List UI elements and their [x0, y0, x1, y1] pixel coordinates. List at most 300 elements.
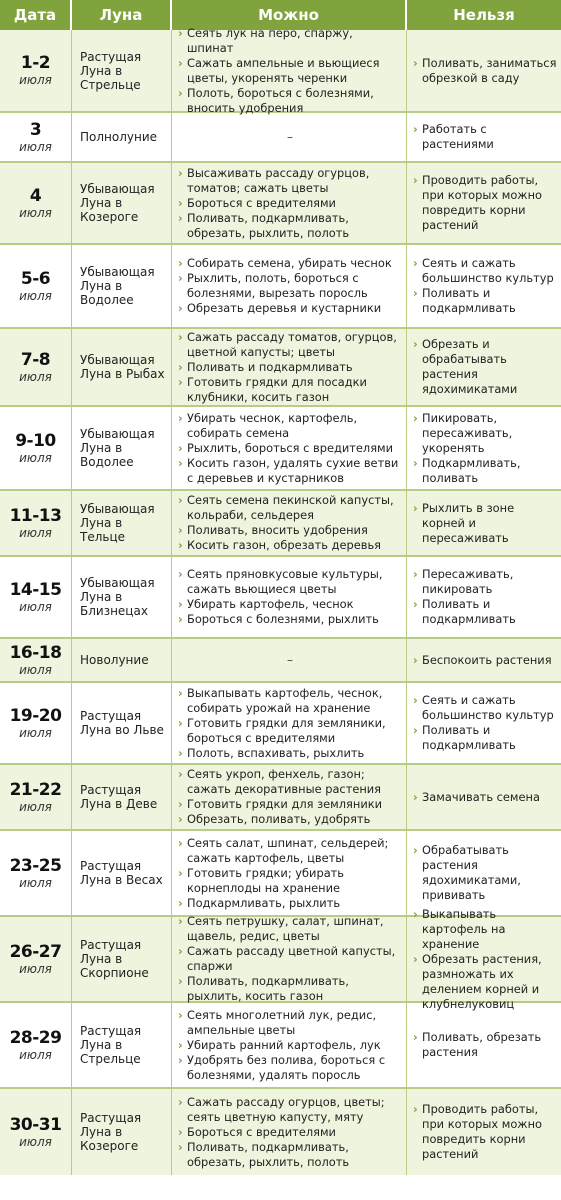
moon-phase: Растущая Луна в Стрельце — [80, 49, 142, 92]
date-number: 1-2 — [20, 53, 51, 73]
bullet-icon: › — [178, 165, 183, 180]
moon-phase: Растущая Луна в Деве — [80, 783, 158, 811]
list-item-text: Поливать и подкармливать — [187, 359, 353, 374]
bullet-icon: › — [413, 455, 418, 470]
list-item-text: Сеять многолетний лук, редис, ампельные цветы — [187, 1007, 377, 1037]
list-item — [178, 538, 402, 553]
table-row — [0, 407, 561, 491]
list-item-text: Поливать, подкармливать, обрезать, рыхлить, полоть — [187, 1139, 350, 1169]
list-item — [178, 166, 402, 196]
list-item — [178, 271, 402, 301]
moon-phase: Растущая Луна во Льве — [80, 709, 164, 737]
list-item-text: Работать с растениями — [422, 122, 494, 151]
list-item-text: Поливать, заниматься обрезкой в саду — [422, 55, 557, 85]
list-item-text: Поливать и подкармливать — [422, 597, 516, 626]
moon-cell — [72, 1089, 172, 1175]
table-row — [0, 639, 561, 683]
table-row — [0, 683, 561, 765]
list-item — [178, 836, 402, 866]
list-item — [413, 122, 557, 152]
date-cell — [0, 765, 72, 829]
moon-cell — [72, 831, 172, 915]
header-moon: Луна — [72, 0, 172, 30]
bullet-icon: › — [413, 652, 418, 667]
cannot-cell — [407, 1003, 561, 1087]
bullet-icon: › — [178, 974, 183, 988]
can-cell — [172, 683, 407, 763]
can-cell — [172, 407, 407, 489]
bullet-icon: › — [413, 951, 418, 966]
can-cell — [172, 765, 407, 829]
list-item — [178, 441, 402, 456]
bullet-icon: › — [178, 256, 183, 270]
header-can: Можно — [172, 0, 407, 30]
list-item-text: Готовить грядки для земляники — [187, 797, 383, 811]
date-number: 23-25 — [9, 855, 62, 876]
bullet-icon: › — [413, 173, 418, 187]
date-number: 28-29 — [9, 1027, 62, 1048]
table-row — [0, 113, 561, 163]
list-item — [178, 1140, 402, 1170]
list-item — [413, 256, 557, 286]
bullet-icon: › — [178, 597, 183, 611]
cannot-cell — [407, 906, 561, 1011]
bullet-icon: › — [178, 835, 183, 850]
date-cell — [0, 30, 72, 111]
list-item — [178, 375, 402, 405]
can-cell — [172, 245, 407, 327]
date-month: июля — [19, 662, 52, 677]
bullet-icon: › — [413, 906, 418, 921]
date-month: июля — [19, 450, 52, 465]
table-row — [0, 1089, 561, 1175]
date-month: июля — [19, 73, 52, 87]
list-item — [178, 86, 402, 116]
table-row — [0, 831, 561, 917]
date-month: июля — [19, 1134, 52, 1149]
list-item-text: Сеять петрушку, салат, шпинат, щавель, редис, цветы — [187, 914, 384, 943]
date-month: июля — [19, 799, 52, 814]
moon-phase: Убывающая Луна в Тельце — [80, 502, 155, 544]
empty-dash: – — [287, 130, 293, 144]
bullet-icon: › — [413, 286, 418, 300]
date-month: июля — [19, 599, 52, 614]
list-item-text: Поливать, подкармливать, рыхлить, косить газон — [187, 974, 349, 1003]
date-number: 4 — [29, 185, 42, 206]
date-number: 9-10 — [15, 430, 56, 451]
list-item-text: Подкармливать, рыхлить — [187, 895, 341, 910]
list-item-text: Беспокоить растения — [422, 652, 552, 667]
date-month: июля — [19, 1047, 52, 1062]
list-item-text: Готовить грядки для посадки клубники, косить газон — [187, 374, 367, 404]
moon-cell — [72, 491, 172, 555]
list-item — [413, 501, 557, 546]
list-item — [178, 211, 402, 241]
bullet-icon: › — [178, 410, 183, 425]
moon-phase: Убывающая Луна в Козероге — [80, 182, 155, 224]
list-item-text: Проводить работы, при которых можно повредить корни растений — [422, 173, 542, 232]
list-item-text: Косить газон, удалять сухие ветви с деревьев и кустарников — [187, 455, 399, 485]
list-item-text: Сеять и сажать большинство культур — [422, 693, 554, 722]
bullet-icon: › — [178, 1094, 183, 1109]
list-item — [178, 612, 402, 627]
moon-phase: Новолуние — [80, 653, 149, 667]
moon-cell — [72, 163, 172, 243]
can-cell — [172, 914, 407, 1003]
table-body — [0, 25, 561, 1175]
list-item — [413, 1102, 557, 1162]
moon-cell — [72, 113, 172, 161]
list-item — [178, 567, 402, 597]
date-month: июля — [19, 369, 52, 384]
table-row — [0, 163, 561, 245]
bullet-icon: › — [178, 1007, 183, 1022]
list-item — [178, 866, 402, 896]
cannot-cell — [407, 831, 561, 915]
date-number: 5-6 — [20, 268, 51, 289]
table-row — [0, 329, 561, 407]
bullet-icon: › — [178, 895, 183, 910]
cannot-cell — [407, 765, 561, 829]
bullet-icon: › — [178, 195, 183, 210]
cannot-cell — [407, 683, 561, 763]
date-cell — [0, 557, 72, 637]
list-item-text: Замачивать семена — [422, 789, 540, 804]
list-item — [178, 914, 402, 944]
bullet-icon: › — [178, 55, 183, 70]
list-item — [178, 597, 402, 612]
list-item — [178, 493, 402, 523]
bullet-icon: › — [178, 538, 183, 552]
list-item-text: Сеять лук на перо, спаржу, шпинат — [187, 25, 353, 55]
list-item-text: Сеять укроп, фенхель, газон; сажать декоративные растения — [187, 767, 382, 796]
list-item-text: Сажать ампельные и вьющиеся цветы, укоренять черенки — [187, 55, 380, 85]
bullet-icon: › — [178, 493, 183, 507]
bullet-icon: › — [178, 271, 183, 285]
list-item-text: Рыхлить, полоть, бороться с болезнями, вырезать поросль — [187, 271, 368, 300]
list-item-text: Поливать, подкармливать, обрезать, рыхлить, полоть — [187, 210, 350, 240]
date-cell — [0, 491, 72, 555]
list-item — [178, 523, 402, 538]
list-item — [413, 411, 557, 456]
list-item — [413, 693, 557, 723]
list-item-text: Обрезать и обрабатывать растения ядохимикатами — [422, 337, 518, 396]
list-item-text: Рыхлить, бороться с вредителями — [187, 440, 394, 455]
bullet-icon: › — [413, 789, 418, 804]
list-item-text: Убирать картофель, чеснок — [187, 597, 354, 611]
table-row — [0, 765, 561, 831]
header-cannot: Нельзя — [453, 6, 515, 24]
date-cell — [0, 407, 72, 489]
list-item — [178, 686, 402, 716]
table-row — [0, 245, 561, 329]
date-cell — [0, 831, 72, 915]
list-item — [178, 716, 402, 746]
list-item-text: Сеять и сажать большинство культур — [422, 256, 554, 285]
list-item-text: Поливать, вносить удобрения — [187, 523, 368, 537]
list-item — [178, 301, 402, 316]
bullet-icon: › — [178, 85, 183, 100]
cannot-cell — [407, 639, 561, 681]
list-item-text: Удобрять без полива, бороться с болезнями, удалять поросль — [187, 1052, 386, 1082]
list-item — [413, 56, 557, 86]
list-item-text: Проводить работы, при которых можно повредить корни растений — [422, 1102, 542, 1161]
bullet-icon: › — [178, 374, 183, 389]
moon-cell — [72, 245, 172, 327]
list-item — [178, 411, 402, 441]
date-number: 7-8 — [20, 349, 51, 370]
bullet-icon: › — [178, 715, 183, 730]
date-month: июля — [19, 725, 52, 740]
list-item — [413, 790, 557, 805]
list-item-text: Сеять пряновкусовые культуры, сажать вьющиеся цветы — [187, 567, 383, 596]
bullet-icon: › — [178, 210, 183, 225]
moon-cell — [72, 765, 172, 829]
bullet-icon: › — [413, 256, 418, 270]
list-item-text: Рыхлить в зоне корней и пересаживать — [422, 500, 515, 545]
list-item — [178, 797, 402, 812]
list-item — [178, 1053, 402, 1083]
list-item — [178, 896, 402, 911]
list-item-text: Убирать ранний картофель, лук — [187, 1037, 381, 1052]
date-month: июля — [19, 288, 52, 303]
can-cell — [172, 113, 407, 161]
list-item-text: Обрезать, поливать, удобрять — [187, 812, 371, 826]
list-item — [413, 597, 557, 627]
bullet-icon: › — [178, 455, 183, 470]
list-item — [413, 843, 557, 903]
bullet-icon: › — [413, 843, 418, 857]
can-cell — [172, 1089, 407, 1175]
list-item — [178, 56, 402, 86]
date-number: 3 — [29, 119, 42, 140]
moon-phase: Растущая Луна в Стрельце — [80, 1024, 142, 1066]
list-item-text: Пересаживать, пикировать — [422, 567, 514, 596]
list-item — [413, 456, 557, 486]
date-cell — [0, 329, 72, 405]
list-item-text: Бороться с вредителями — [187, 195, 336, 210]
list-item-text: Поливать и подкармливать — [422, 723, 516, 752]
date-month: июля — [19, 139, 52, 154]
moon-cell — [72, 30, 172, 111]
date-cell — [0, 917, 72, 1001]
bullet-icon: › — [413, 567, 418, 581]
list-item-text: Полоть, бороться с болезнями, вносить удобрения — [187, 85, 374, 115]
list-item-text: Сеять салат, шпинат, сельдерей; сажать картофель, цветы — [187, 835, 389, 865]
table-row — [0, 906, 561, 1011]
bullet-icon: › — [178, 1139, 183, 1154]
list-item-text: Сажать рассаду томатов, огурцов, цветной капусты; цветы — [187, 329, 397, 359]
can-cell — [172, 1003, 407, 1087]
date-number: 16-18 — [9, 642, 62, 663]
bullet-icon: › — [178, 359, 183, 374]
list-item-text: Подкармливать, поливать — [422, 455, 521, 485]
moon-phase: Убывающая Луна в Водолее — [80, 265, 155, 307]
list-item-text: Бороться с вредителями — [187, 1124, 336, 1139]
list-item-text: Обрезать растения, размножать их делением корней и клубнелуковиц — [422, 951, 542, 1011]
table-row — [0, 1003, 561, 1089]
bullet-icon: › — [413, 122, 418, 136]
cannot-cell — [407, 113, 561, 161]
list-item — [178, 256, 402, 271]
list-item-text: Сеять семена пекинской капусты, кольраби, сельдерея — [187, 493, 394, 522]
bullet-icon: › — [178, 567, 183, 581]
table-row — [0, 25, 561, 115]
moon-cell — [72, 557, 172, 637]
moon-phase: Убывающая Луна в Рыбах — [80, 353, 165, 381]
bullet-icon: › — [178, 1052, 183, 1067]
bullet-icon: › — [413, 410, 418, 425]
list-item — [178, 1095, 402, 1125]
empty-dash: – — [287, 653, 293, 667]
list-item — [178, 812, 402, 827]
moon-cell — [72, 683, 172, 763]
list-item — [413, 567, 557, 597]
bullet-icon: › — [178, 865, 183, 880]
list-item-text: Косить газон, обрезать деревья — [187, 538, 382, 552]
list-item — [178, 360, 402, 375]
date-number: 30-31 — [9, 1114, 62, 1135]
bullet-icon: › — [178, 797, 183, 811]
table-row — [0, 491, 561, 557]
date-number: 26-27 — [9, 941, 62, 962]
bullet-icon: › — [178, 440, 183, 455]
bullet-icon: › — [178, 1124, 183, 1139]
bullet-icon: › — [413, 723, 418, 737]
list-item-text: Готовить грядки для земляники, бороться с вредителями — [187, 715, 386, 745]
bullet-icon: › — [178, 944, 183, 958]
bullet-icon: › — [178, 25, 183, 40]
bullet-icon: › — [178, 745, 183, 760]
can-cell — [172, 25, 407, 115]
date-cell — [0, 163, 72, 243]
cannot-cell — [407, 1089, 561, 1175]
cannot-cell — [407, 245, 561, 327]
moon-phase: Убывающая Луна в Близнецах — [80, 576, 155, 618]
date-month: июля — [19, 961, 52, 976]
list-item — [178, 330, 402, 360]
list-item-text: Выкапывать картофель, чеснок, собирать урожай на хранение — [187, 685, 383, 715]
cannot-cell — [407, 491, 561, 555]
bullet-icon: › — [413, 1030, 418, 1044]
date-cell — [0, 1089, 72, 1175]
bullet-icon: › — [413, 55, 418, 70]
bullet-icon: › — [178, 767, 183, 781]
bullet-icon: › — [413, 597, 418, 611]
list-item-text: Бороться с болезнями, рыхлить — [187, 612, 379, 626]
list-item — [178, 974, 402, 1004]
list-item — [413, 337, 557, 397]
cannot-cell — [407, 407, 561, 489]
list-item-text: Обрабатывать растения ядохимикатами, прививать — [422, 843, 521, 902]
list-item-text: Поливать и подкармливать — [422, 286, 516, 315]
can-cell — [172, 557, 407, 637]
list-item-text: Выкапывать картофель на хранение — [422, 906, 506, 951]
list-item-text: Готовить грядки; убирать корнеплоды на хранение — [187, 865, 345, 895]
cannot-cell — [407, 557, 561, 637]
bullet-icon: › — [413, 1102, 418, 1116]
moon-cell — [72, 407, 172, 489]
moon-cell — [72, 1003, 172, 1087]
list-item — [413, 1030, 557, 1060]
list-item — [178, 944, 402, 974]
bullet-icon: › — [178, 612, 183, 626]
cannot-cell — [407, 163, 561, 243]
list-item — [413, 173, 557, 233]
date-month: июля — [19, 525, 52, 540]
date-number: 14-15 — [9, 579, 62, 600]
can-cell — [172, 831, 407, 915]
bullet-icon: › — [178, 301, 183, 315]
bullet-icon: › — [413, 693, 418, 707]
date-number: 19-20 — [9, 705, 62, 726]
moon-cell — [72, 329, 172, 405]
list-item — [413, 723, 557, 753]
list-item-text: Поливать, обрезать растения — [422, 1030, 542, 1059]
bullet-icon: › — [178, 812, 183, 826]
date-month: июля — [19, 875, 52, 890]
date-month: июля — [19, 205, 52, 220]
list-item-text: Полоть, вспахивать, рыхлить — [187, 745, 365, 760]
bullet-icon: › — [178, 1037, 183, 1052]
can-cell — [172, 163, 407, 243]
list-item-text: Высаживать рассаду огурцов, томатов; сажать цветы — [187, 165, 370, 195]
moon-phase: Растущая Луна в Козероге — [80, 1111, 142, 1153]
list-item-text: Обрезать деревья и кустарники — [187, 301, 382, 315]
list-item — [413, 907, 557, 952]
list-item — [178, 1008, 402, 1038]
moon-phase: Полнолуние — [80, 130, 158, 144]
bullet-icon: › — [178, 329, 183, 344]
date-cell — [0, 113, 72, 161]
date-cell — [0, 245, 72, 327]
cannot-cell — [407, 329, 561, 405]
moon-phase: Растущая Луна в Скорпионе — [80, 938, 149, 980]
list-item-text: Сажать рассаду цветной капусты, спаржи — [187, 944, 396, 973]
list-item — [178, 746, 402, 761]
moon-phase: Убывающая Луна в Водолее — [80, 427, 155, 469]
header-date: Дата — [0, 0, 72, 30]
can-cell — [172, 639, 407, 681]
list-item — [178, 456, 402, 486]
moon-cell — [72, 917, 172, 1001]
list-item — [178, 196, 402, 211]
list-item — [413, 653, 557, 668]
date-cell — [0, 1003, 72, 1087]
date-number: 11-13 — [9, 505, 62, 526]
list-item-text: Пикировать, пересаживать, укоренять — [422, 410, 513, 455]
moon-cell — [72, 639, 172, 681]
bullet-icon: › — [413, 337, 418, 351]
moon-phase: Растущая Луна в Весах — [80, 859, 163, 887]
list-item — [178, 1125, 402, 1140]
bullet-icon: › — [413, 500, 418, 515]
bullet-icon: › — [178, 914, 183, 928]
date-cell — [0, 639, 72, 681]
table-row — [0, 557, 561, 639]
list-item-text: Сажать рассаду огурцов, цветы; сеять цветную капусту, мяту — [187, 1094, 385, 1124]
list-item-text: Собирать семена, убирать чеснок — [187, 256, 392, 270]
list-item — [178, 1038, 402, 1053]
bullet-icon: › — [178, 685, 183, 700]
can-cell — [172, 491, 407, 555]
date-number: 21-22 — [9, 779, 62, 800]
list-item-text: Убирать чеснок, картофель, собирать семена — [187, 410, 358, 440]
list-item — [178, 26, 402, 56]
cannot-cell — [407, 30, 561, 111]
date-cell — [0, 683, 72, 763]
can-cell — [172, 329, 407, 405]
